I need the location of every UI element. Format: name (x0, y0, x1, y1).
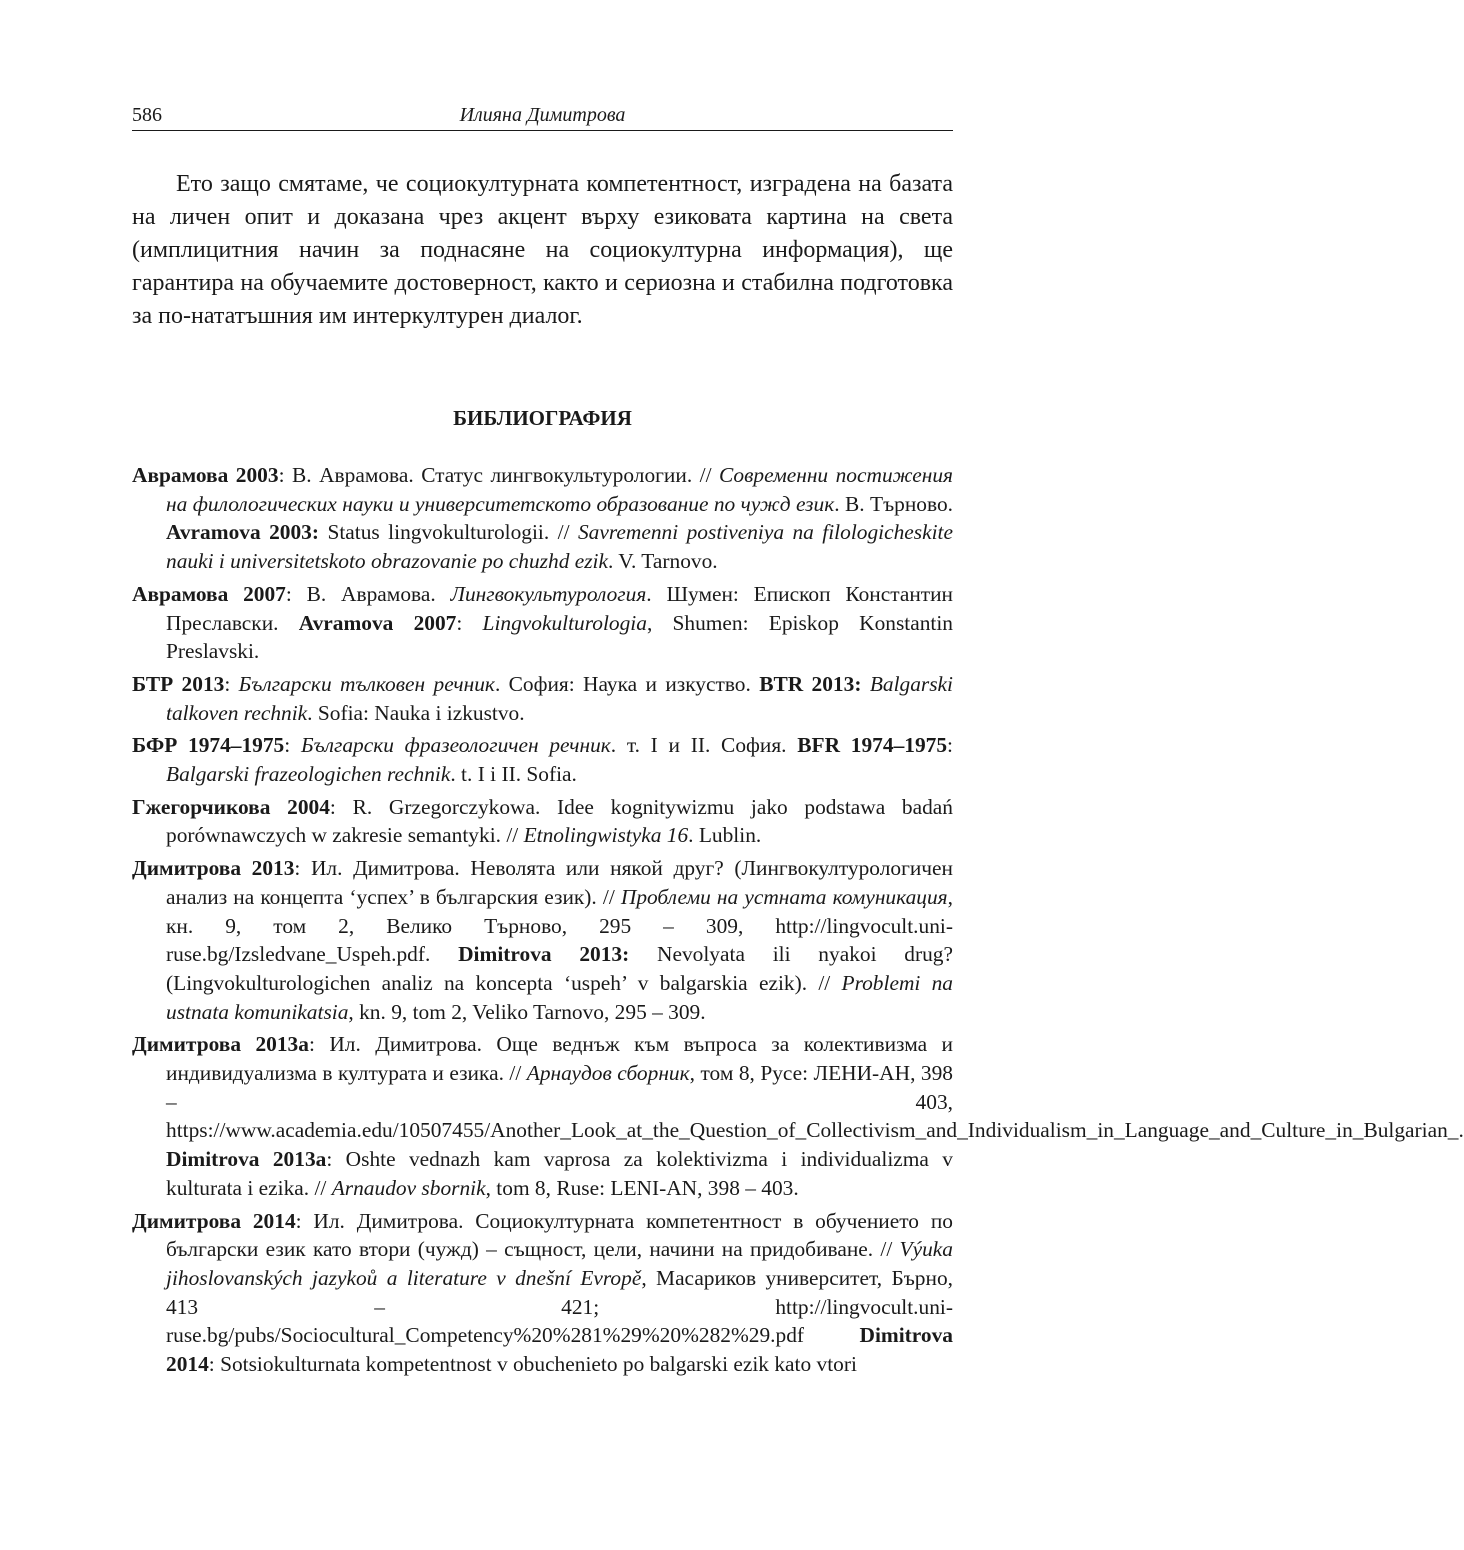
bibliography-entry-bfr-1974-1975: БФР 1974–1975: Български фразеологичен речник. т. I и II. София. BFR 1974–1975: Balgarski frazeologichen rechnik. t. I i II. Sofia. (132, 733, 953, 787)
bibliography-heading: БИБЛИОГРАФИЯ (453, 406, 632, 430)
running-head-author: Илияна Димитрова (459, 104, 626, 126)
bibliography-entry-btr-2013: БТР 2013: Български тълковен речник. София: Наука и изкуство. BTR 2013: Balgarski talkoven rechnik. Sofia: Nauka i izkustvo. (132, 671, 953, 725)
bibliography-entry-dimitrova-2014: Димитрова 2014: Ил. Димитрова. Социокултурната компетентност в обучението по български език като втори (чужд) – същност, цели, начини на придобиване. // Výuka jihoslovanských jazykoů a literature v dnešní Evropě, Масариков университет, Бърно, 413 – 421; http://lingvocult.uni-ruse.bg/pubs/Sociocultural_Competency%20%281%29%20%282%29.pdf Dimitrova 2014: Sotsiokulturnata kompetentnost v obuchenieto po balgarski ezik kato vtori (132, 1208, 953, 1377)
page (132, 100, 1464, 1383)
body-paragraph: Ето защо смятаме, че социокултурната компетентност, изградена на базата на личен опит и доказана чрез акцент върху езиковата картина на света (имплицитния начин за поднасяне на социокултурна информация), ще гарантира на обучаемите достоверност, както и сериозна и стабилна подготовка за по-нататъшния им интеркултурен диалог. (132, 171, 953, 329)
bibliography-entry-dimitrova-2013a: Димитрова 2013а: Ил. Димитрова. Още веднъж към въпроса за колективизма и индивидуализма в културата и езика. // Арнаудов сборник, том 8, Русе: ЛЕНИ-АН, 398 – 403, https://www.academia.edu/10507455/Another_Look_at_the_Question_of_Collectivism_and_Individualism_in_Language_and_Culture_in_Bulgarian_. Dimitrova 2013a: Oshte vednazh kam vaprosa za kolektivizma i individualizma v kulturata i ezika. // Arnaudov sbornik, tom 8, Ruse: LENI-AN, 398 – 403. (132, 1032, 1464, 1200)
bibliography-entry-dimitrova-2013: Димитрова 2013: Ил. Димитрова. Неволята или някой друг? (Лингвокултурологичен анализ на концепта ‘успех’ в българския език). // Проблеми на устната комуникация, кн. 9, том 2, Велико Търново, 295 – 309, http://lingvocult.uni-ruse.bg/Izsledvane_Uspeh.pdf. Dimitrova 2013: Nevolyata ili nyakoi drug? (Lingvokulturologichen analiz na koncepta ‘uspeh’ v balgarskia ezik). // Problemi na ustnata komunikatsia, kn. 9, tom 2, Veliko Tarnovo, 295 – 309. (132, 856, 954, 1024)
bibliography-entry-grzegorczykowa-2004: Гжегорчикова 2004: R. Grzegorczykowa. Idee kognitywizmu jako podstawa badań porównawczych w zakresie semantyki. // Etnolingwistyka 16. Lublin. (132, 794, 954, 848)
bibliography-list (132, 461, 1464, 1379)
page-number: 586 (132, 104, 162, 126)
running-head (132, 100, 953, 131)
bibliography-entry-avramova-2003: Аврамова 2003: В. Аврамова. Статус лингвокультурологии. // Современни постижения на филологических науки и университетското образование по чужд език. В. Търново. Avramova 2003: Status lingvokulturologii. // Savremenni postiveniya na filologicheskite nauki i universitetskoto obrazovanie po chuzhd ezik. V. Tarnovo. (132, 463, 953, 574)
bibliography-entry-avramova-2007: Аврамова 2007: В. Аврамова. Лингвокультурология. Шумен: Епископ Константин Преславски. Avramova 2007: Lingvokulturologia, Shumen: Episkop Konstantin Preslavski. (132, 581, 954, 664)
